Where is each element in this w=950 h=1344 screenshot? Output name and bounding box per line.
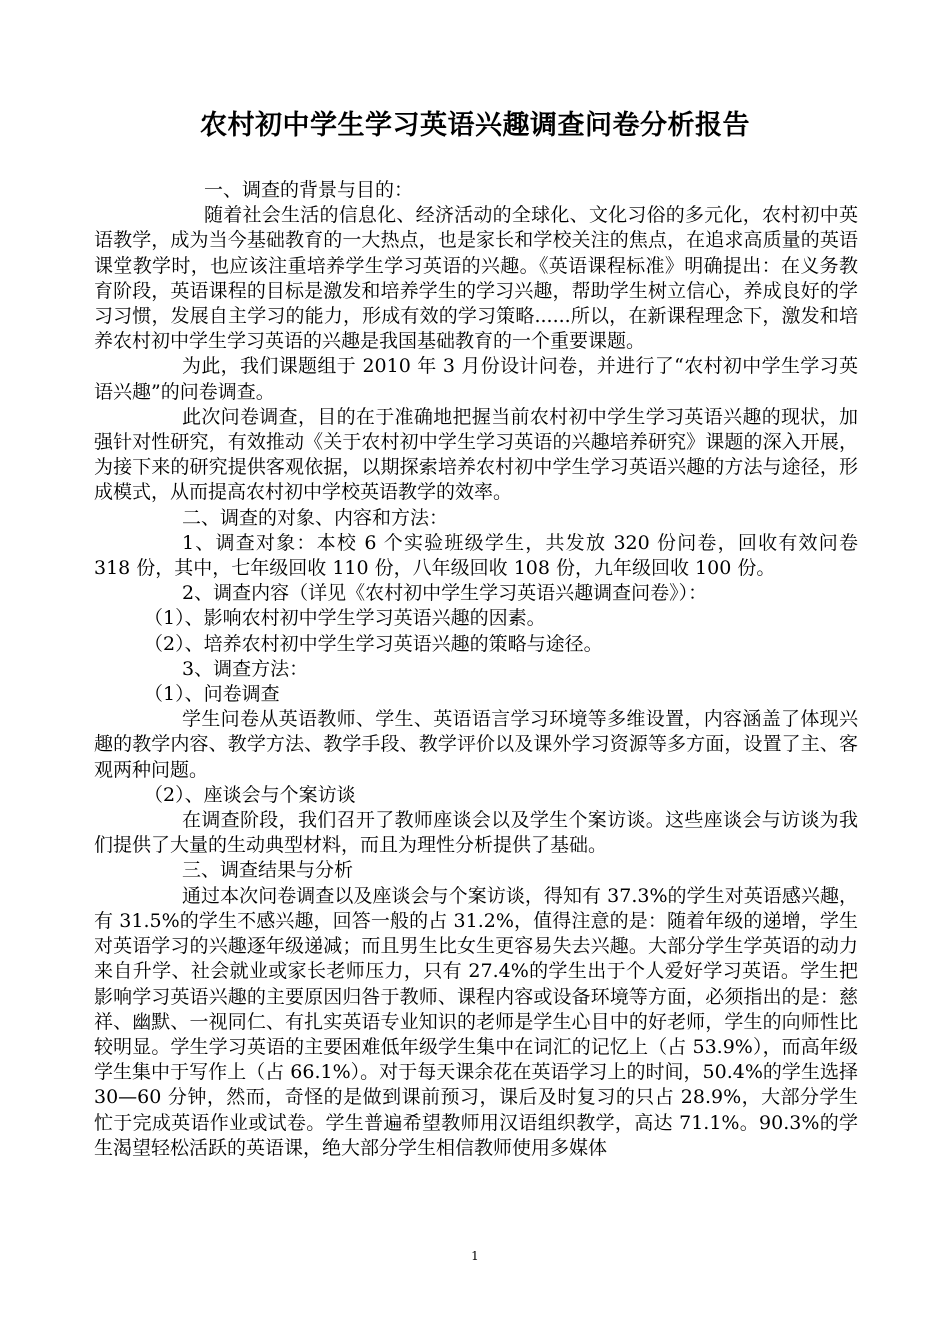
paragraph: 为此，我们课题组于 2010 年 3 月份设计问卷，并进行了“农村初中学生学习英语兴趣”的问卷调查。: [94, 355, 858, 403]
paragraph: 此次问卷调查，目的在于准确地把握当前农村初中学生学习英语兴趣的现状，加强针对性研究，有效推动《关于农村初中学生学习英语的兴趣培养研究》课题的深入开展，为接下来的研究提供客观依据，以期探索培养农村初中学生学习英语兴趣的方法与途径，形成模式，从而提高农村初中学校英语教学的效率。: [94, 405, 858, 504]
paragraph: 随着社会生活的信息化、经济活动的全球化、文化习俗的多元化，农村初中英语教学，成为当今基础教育的一大热点，也是家长和学校关注的焦点，在追求高质量的英语课堂教学时，也应该注重培养学生学习英语的兴趣。《英语课程标准》明确提出：在义务教育阶段，英语课程的目标是激发和培养学生的学习兴趣，帮助学生树立信心，养成良好的学习习惯，发展自主学习的能力，形成有效的学习策略......所以，在新课程理念下，激发和培养农村初中学生学习英语的兴趣是我国基础教育的一个重要课题。: [94, 204, 858, 353]
list-item: （1）、影响农村初中学生学习英语兴趣的因素。: [144, 607, 546, 630]
list-item: （2）、培养农村初中学生学习英语兴趣的策略与途径。: [144, 632, 603, 655]
list-item: （2）、座谈会与个案访谈: [144, 783, 356, 806]
paragraph: 1、调查对象：本校 6 个实验班级学生，共发放 320 份问卷，回收有效问卷 318 份，其中，七年级回收 110 份，八年级回收 108 份，九年级回收 100 份。: [94, 531, 858, 580]
paragraph: 3、调查方法：: [182, 657, 309, 680]
section-heading: 三、调查结果与分析: [182, 859, 354, 882]
paragraph: 在调查阶段，我们召开了教师座谈会以及学生个案访谈。这些座谈会与访谈为我们提供了大量的生动典型材料，而且为理性分析提供了基础。: [94, 809, 858, 857]
document-body: [94, 178, 858, 1161]
section-heading: 二、调查的对象、内容和方法：: [182, 506, 449, 529]
paragraph: 学生问卷从英语教师、学生、英语语言学习环境等多维设置，内容涵盖了体现兴趣的教学内容、教学方法、教学手段、教学评价以及课外学习资源等多方面，设置了主、客观两种问题。: [94, 708, 858, 781]
paragraph: 通过本次问卷调查以及座谈会与个案访谈，得知有 37.3%的学生对英语感兴趣，有 31.5%的学生不感兴趣，回答一般的占 31.2%，值得注意的是：随着年级的递增，学生对英语学习的兴趣逐年级递减；而且男生比女生更容易失去兴趣。大部分学生学英语的动力来自升学、社会就业或家长老师压力，只有 27.4%的学生出于个人爱好学习英语。学生把影响学习英语兴趣的主要原因归咎于教师、课程内容或设备环境等方面，必须指出的是：慈祥、幽默、一视同仁、有扎实英语专业知识的老师是学生心目中的好老师，学生的向师性比较明显。学生学习英语的主要困难低年级学生集中在词汇的记忆上（占 53.9%），而高年级学生集中于写作上（占 66.1%）。对于每天课余花在英语学习上的时间，50.4%的学生选择 30—60 分钟，然而，奇怪的是做到课前预习，课后及时复习的只占 28.9%，大部分学生忙于完成英语作业或试卷。学生普遍希望教师用汉语组织教学，高达 71.1%。90.3%的学生渴望轻松活跃的英语课，绝大部分学生相信教师使用多媒体: [94, 884, 858, 1159]
page-number: 1: [471, 1249, 479, 1263]
paragraph: 2、调查内容（详见《农村初中学生学习英语兴趣调查问卷》）：: [182, 582, 708, 605]
section-heading: 一、调查的背景与目的：: [204, 179, 414, 201]
list-item: （1）、问卷调查: [144, 683, 280, 706]
document-title: 农村初中学生学习英语兴趣调查问卷分析报告: [200, 110, 750, 141]
